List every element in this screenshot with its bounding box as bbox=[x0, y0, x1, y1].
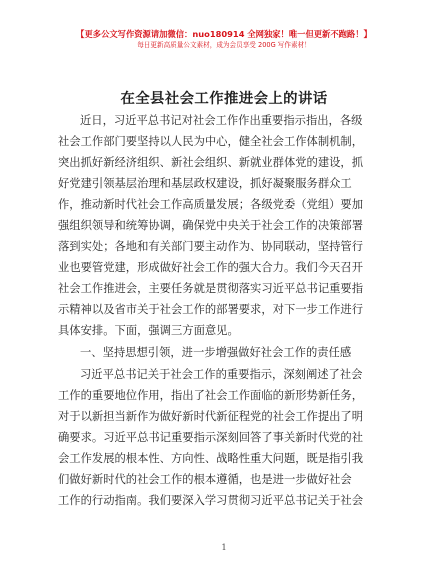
document-title: 在全县社会工作推进会上的讲话 bbox=[120, 90, 328, 107]
body-line-14: 对于以新担当新作为做好新时代新征程党的社会工作提出了明 bbox=[58, 410, 364, 423]
body-line-13: 工作的重要地位作用，指出了社会工作面临的新形势新任务， bbox=[58, 389, 364, 402]
page-number: 1 bbox=[221, 543, 227, 552]
promo-banner-line1: 【更多公文写作资源请加微信：nuo180914 全网独家！唯一但更新不跑路！】 bbox=[76, 29, 372, 39]
promo-banner bbox=[0, 28, 448, 51]
body-line-18: 工作的行动指南。我们要深入学习贯彻习近平总书记关于社会 bbox=[58, 494, 364, 507]
body-line-7: 落到实处；各地和有关部门要主动作为、协同联动，坚持管行 bbox=[58, 240, 364, 253]
section-heading-1: 一、坚持思想引领，进一步增强做好社会工作的责任感 bbox=[80, 346, 352, 359]
body-line-16: 会工作发展的根本性、方向性、战略性重大问题，既是指引我 bbox=[58, 452, 364, 465]
body-line-10: 示精神以及省市关于社会工作的部署要求，对下一步工作进行 bbox=[58, 303, 364, 316]
body-line-11: 具体安排。下面，强调三方面意见。 bbox=[58, 324, 239, 337]
body-line-5: 作，推动新时代社会工作高质量发展；各级党委（党组）要加 bbox=[58, 198, 364, 211]
body-line-12: 习近平总书记关于社会工作的重要指示，深刻阐述了社会 bbox=[80, 368, 363, 381]
body-line-8: 业也要管党建，形成做好社会工作的强大合力。我们今天召开 bbox=[58, 261, 364, 274]
body-line-1: 近日，习近平总书记对社会工作作出重要指示指出，各级 bbox=[80, 114, 363, 127]
body-line-4: 好党建引领基层治理和基层政权建设，抓好凝聚服务群众工 bbox=[58, 177, 352, 190]
body-line-6: 强组织领导和统筹协调，确保党中央关于社会工作的决策部署 bbox=[58, 219, 364, 232]
body-line-3: 突出抓好新经济组织、新社会组织、新就业群体党的建设，抓 bbox=[58, 156, 364, 169]
promo-banner-line2: 每日更新高质量公文素材，成为会员享受 200G 写作素材！ bbox=[137, 41, 311, 49]
body-line-15: 确要求。习近平总书记重要指示深刻回答了事关新时代党的社 bbox=[58, 431, 364, 444]
body-line-9: 社会工作推进会，主要任务就是贯彻落实习近平总书记重要指 bbox=[58, 282, 364, 295]
body-line-2: 社会工作部门要坚持以人民为中心，健全社会工作体制机制， bbox=[58, 135, 364, 148]
body-line-17: 们做好新时代的社会工作的根本遵循，也是进一步做好社会 bbox=[58, 473, 352, 486]
